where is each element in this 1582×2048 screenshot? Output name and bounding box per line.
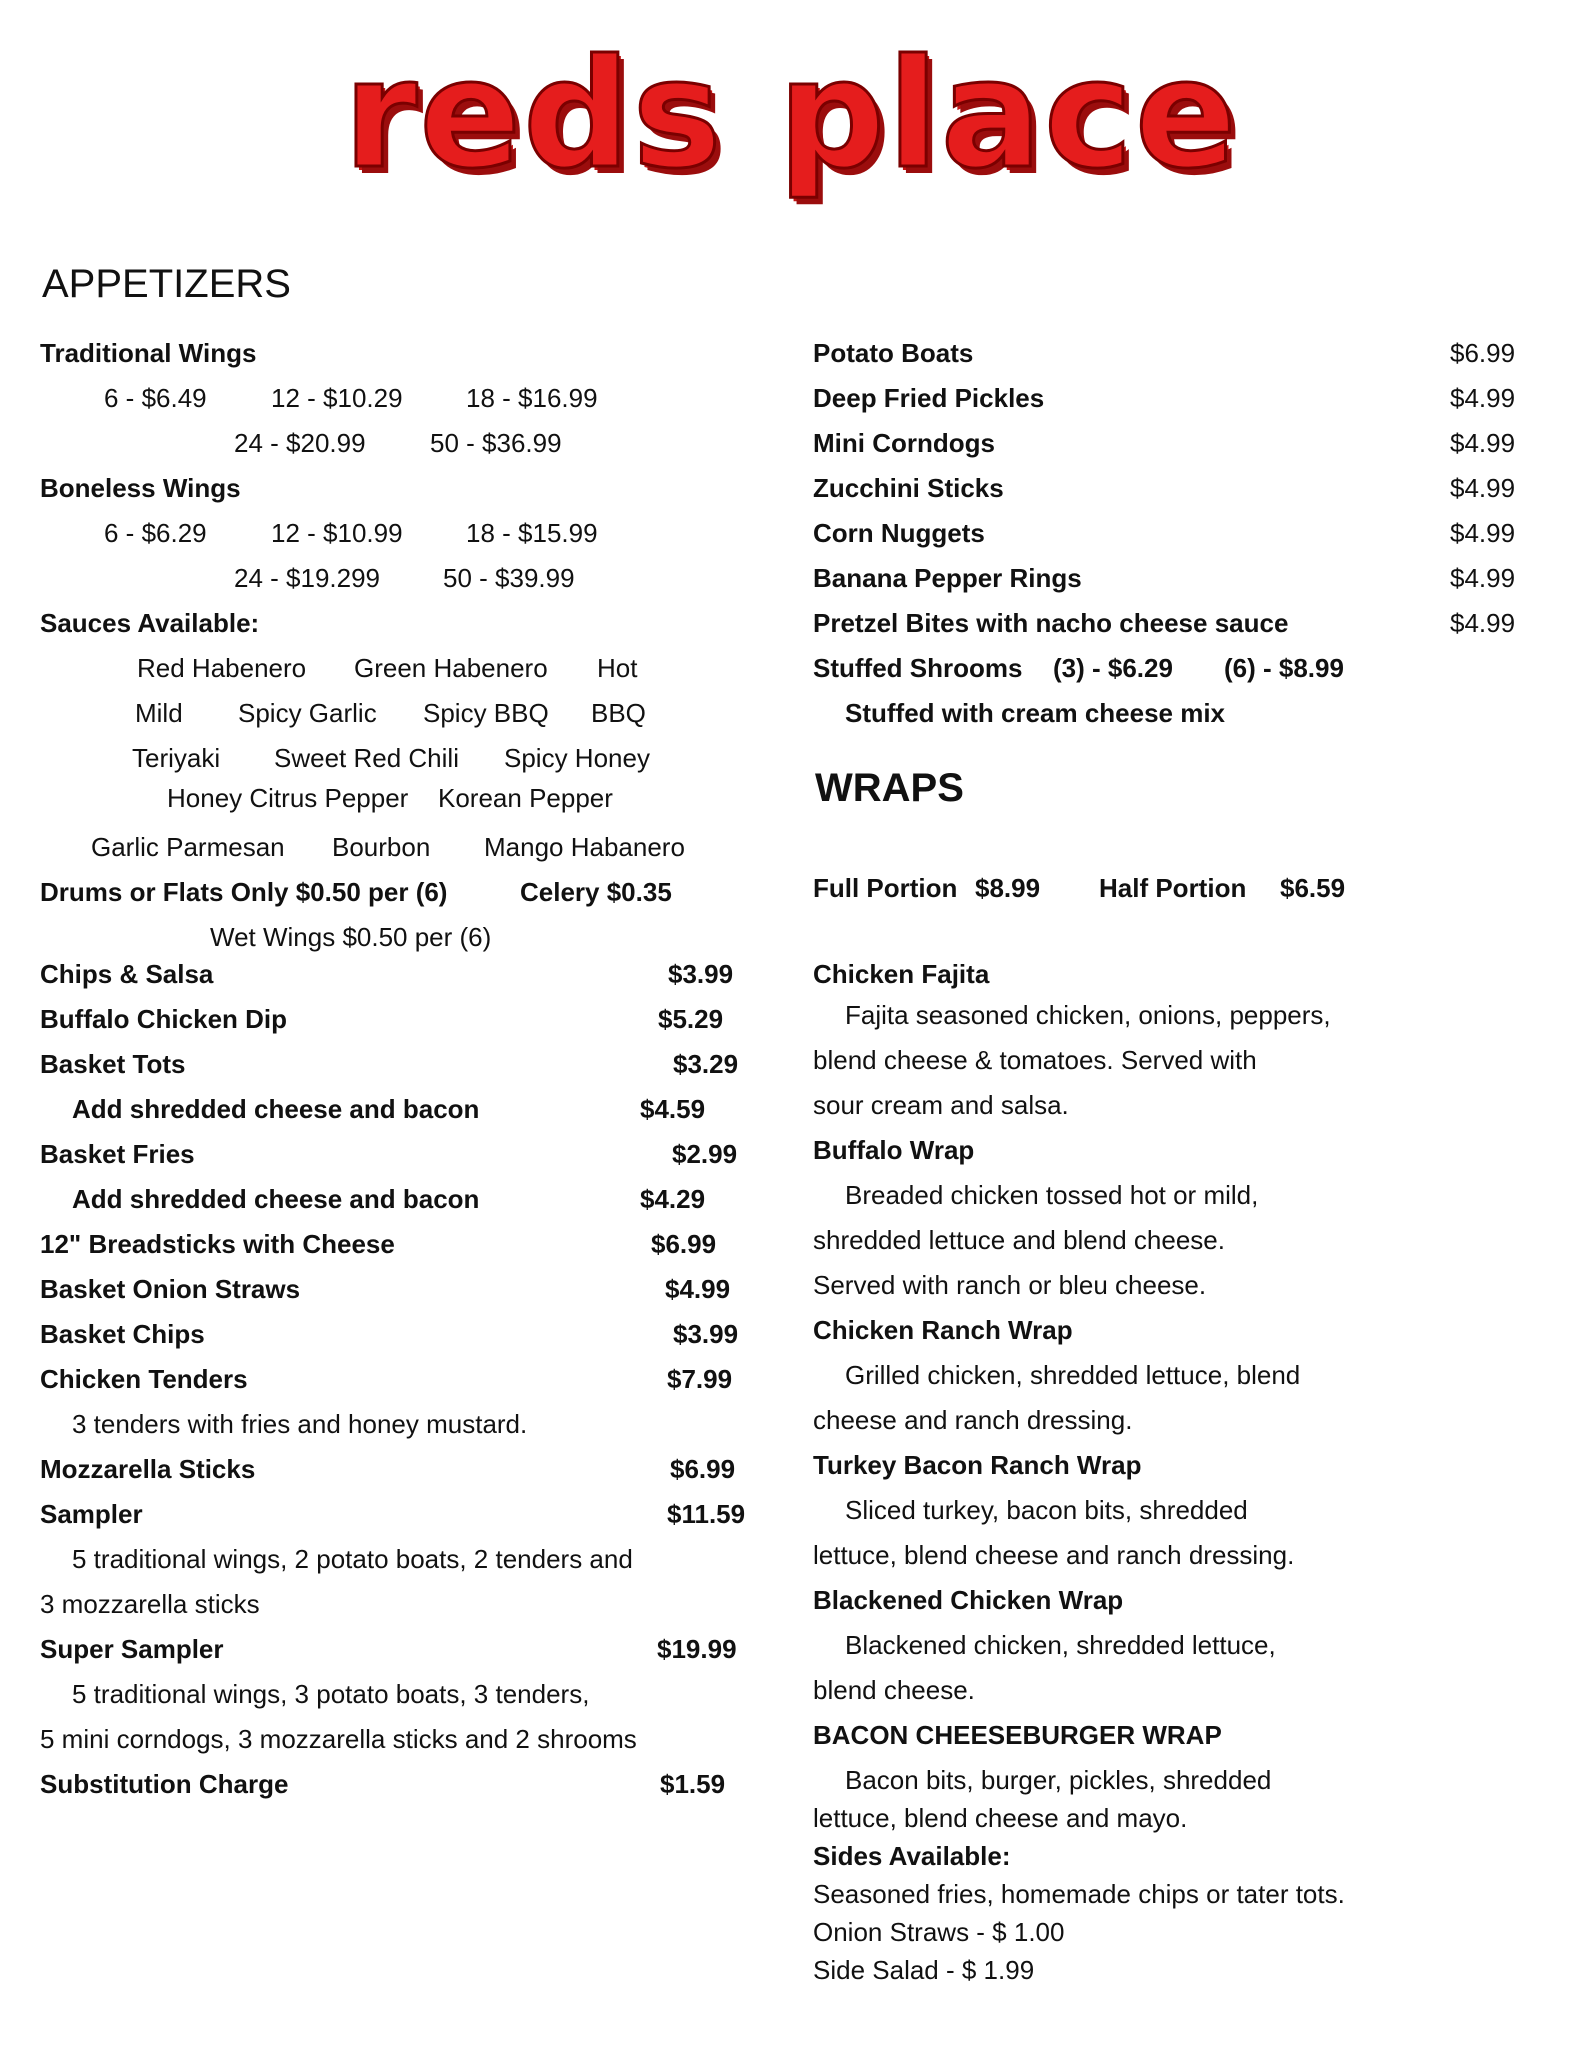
sauce-item: Garlic Parmesan [91, 832, 285, 862]
boneless-wings-title: Boneless Wings [40, 473, 241, 503]
traditional-wings-price: 50 - $36.99 [430, 428, 562, 458]
menu-item-price: $4.99 [665, 1274, 731, 1304]
menu-item-description: 5 traditional wings, 2 potato boats, 2 tenders and [72, 1544, 633, 1574]
boneless-wings-price: 6 - $6.29 [104, 518, 207, 548]
menu-item-price: $4.99 [1450, 383, 1516, 413]
sauce-item: Mild [135, 698, 183, 728]
wrap-description: Breaded chicken tossed hot or mild, [845, 1180, 1259, 1210]
appetizers-heading: APPETIZERS [42, 262, 291, 306]
traditional-wings-price: 24 - $20.99 [234, 428, 366, 458]
sides-line: Side Salad - $ 1.99 [813, 1955, 1035, 1985]
wrap-description: shredded lettuce and blend cheese. [813, 1225, 1225, 1255]
menu-item-price: $4.99 [1450, 563, 1516, 593]
menu-item-price: $4.99 [1450, 428, 1516, 458]
wrap-description: blend cheese. [813, 1675, 975, 1705]
menu-item-price: $4.99 [1450, 473, 1516, 503]
boneless-wings-price: 12 - $10.99 [271, 518, 403, 548]
menu-item-price: $3.29 [673, 1049, 739, 1079]
wraps-half-price: $6.59 [1280, 873, 1346, 903]
stuffed-shrooms-price: (6) - $8.99 [1224, 653, 1344, 683]
menu-item-price: $3.99 [668, 959, 734, 989]
wrap-name: Chicken Ranch Wrap [813, 1315, 1073, 1345]
menu-item-name: Basket Onion Straws [40, 1274, 301, 1304]
restaurant-logo: reds place [343, 28, 1239, 202]
wet-wings-note: Wet Wings $0.50 per (6) [210, 922, 492, 952]
menu-item-price: $19.99 [657, 1634, 737, 1664]
menu-item-name: Zucchini Sticks [813, 473, 1004, 503]
menu-item-name: 12" Breadsticks with Cheese [40, 1229, 395, 1259]
traditional-wings-price: 12 - $10.29 [271, 383, 403, 413]
menu-item-name: Pretzel Bites with nacho cheese sauce [813, 608, 1289, 638]
traditional-wings-price: 6 - $6.49 [104, 383, 207, 413]
menu-item-description: 3 mozzarella sticks [40, 1589, 260, 1619]
sides-line: Seasoned fries, homemade chips or tater tots. [813, 1879, 1345, 1909]
sauce-item: Red Habenero [137, 653, 307, 683]
stuffed-shrooms-description: Stuffed with cream cheese mix [845, 698, 1226, 728]
wrap-description: Sliced turkey, bacon bits, shredded [845, 1495, 1248, 1525]
menu-item-description: 5 mini corndogs, 3 mozzarella sticks and 2 shrooms [40, 1724, 637, 1754]
sides-title: Sides Available: [813, 1841, 1011, 1871]
wraps-half-label: Half Portion [1099, 873, 1247, 903]
menu-item-name: Sampler [40, 1499, 143, 1529]
menu-item-name: Super Sampler [40, 1634, 224, 1664]
menu-item-price: $6.99 [1450, 338, 1516, 368]
wraps-full-price: $8.99 [975, 873, 1041, 903]
stuffed-shrooms-name: Stuffed Shrooms [813, 653, 1023, 683]
menu-item-price: $2.99 [672, 1139, 738, 1169]
boneless-wings-price: 24 - $19.299 [234, 563, 381, 593]
wrap-description: lettuce, blend cheese and mayo. [813, 1803, 1188, 1833]
sauce-item: Hot [597, 653, 638, 683]
menu-item-name: Mini Corndogs [813, 428, 995, 458]
wrap-name: Blackened Chicken Wrap [813, 1585, 1124, 1615]
sauce-item: Spicy BBQ [423, 698, 549, 728]
traditional-wings-price: 18 - $16.99 [466, 383, 598, 413]
menu-item-price: $3.99 [673, 1319, 739, 1349]
menu-item-price: $6.99 [670, 1454, 736, 1484]
wraps-full-label: Full Portion [813, 873, 958, 903]
sauce-item: Sweet Red Chili [274, 743, 459, 773]
menu-item-addon: Add shredded cheese and bacon [72, 1094, 480, 1124]
sauce-item: Honey Citrus Pepper [167, 783, 409, 813]
menu-item-price: $4.29 [640, 1184, 706, 1214]
menu-item-price: $4.99 [1450, 518, 1516, 548]
menu-item-name: Basket Fries [40, 1139, 195, 1169]
menu-item-name: Buffalo Chicken Dip [40, 1004, 288, 1034]
sauce-item: Korean Pepper [438, 783, 613, 813]
menu-item-name: Mozzarella Sticks [40, 1454, 256, 1484]
traditional-wings-title: Traditional Wings [40, 338, 257, 368]
menu-item-price: $5.29 [658, 1004, 724, 1034]
menu-item-price: $1.59 [660, 1769, 726, 1799]
wrap-description: lettuce, blend cheese and ranch dressing. [813, 1540, 1295, 1570]
menu-item-price: $4.59 [640, 1094, 706, 1124]
sauce-item: Spicy Garlic [238, 698, 377, 728]
menu-item-description: 5 traditional wings, 3 potato boats, 3 tenders, [72, 1679, 590, 1709]
menu-item-description: 3 tenders with fries and honey mustard. [72, 1409, 528, 1439]
stuffed-shrooms-price: (3) - $6.29 [1053, 653, 1173, 683]
menu-item-name: Potato Boats [813, 338, 974, 368]
sauce-item: Teriyaki [132, 743, 221, 773]
sauce-item: Mango Habanero [484, 832, 685, 862]
menu-item-name: Corn Nuggets [813, 518, 985, 548]
menu-item-price: $6.99 [651, 1229, 717, 1259]
menu-item-name: Substitution Charge [40, 1769, 289, 1799]
sauces-title: Sauces Available: [40, 608, 260, 638]
wrap-description: Served with ranch or bleu cheese. [813, 1270, 1207, 1300]
menu-item-addon: Add shredded cheese and bacon [72, 1184, 480, 1214]
wrap-description: Fajita seasoned chicken, onions, peppers, [845, 1000, 1331, 1030]
boneless-wings-price: 50 - $39.99 [443, 563, 575, 593]
drums-flats-note: Drums or Flats Only $0.50 per (6) [40, 877, 448, 907]
wrap-description: sour cream and salsa. [813, 1090, 1069, 1120]
menu-item-name: Basket Tots [40, 1049, 186, 1079]
wraps-heading: WRAPS [815, 766, 964, 810]
menu-item-name: Basket Chips [40, 1319, 205, 1349]
sauce-item: Spicy Honey [504, 743, 650, 773]
menu-item-price: $4.99 [1450, 608, 1516, 638]
wrap-name: Turkey Bacon Ranch Wrap [813, 1450, 1142, 1480]
menu-item-name: Chips & Salsa [40, 959, 214, 989]
sides-line: Onion Straws - $ 1.00 [813, 1917, 1065, 1947]
wrap-description: Grilled chicken, shredded lettuce, blend [845, 1360, 1301, 1390]
wrap-description: blend cheese & tomatoes. Served with [813, 1045, 1257, 1075]
celery-note: Celery $0.35 [520, 877, 672, 907]
boneless-wings-price: 18 - $15.99 [466, 518, 598, 548]
menu-item-name: Deep Fried Pickles [813, 383, 1045, 413]
menu-item-name: Banana Pepper Rings [813, 563, 1082, 593]
wrap-description: Blackened chicken, shredded lettuce, [845, 1630, 1276, 1660]
menu-item-price: $11.59 [667, 1499, 746, 1529]
wrap-name: Buffalo Wrap [813, 1135, 975, 1165]
wrap-name: Chicken Fajita [813, 959, 990, 989]
menu-item-name: Chicken Tenders [40, 1364, 248, 1394]
wrap-description: Bacon bits, burger, pickles, shredded [845, 1765, 1272, 1795]
sauce-item: BBQ [591, 698, 646, 728]
sauce-item: Green Habenero [354, 653, 548, 683]
menu-item-price: $7.99 [667, 1364, 733, 1394]
wrap-description: cheese and ranch dressing. [813, 1405, 1133, 1435]
wrap-name: BACON CHEESEBURGER WRAP [813, 1720, 1222, 1750]
sauce-item: Bourbon [332, 832, 431, 862]
